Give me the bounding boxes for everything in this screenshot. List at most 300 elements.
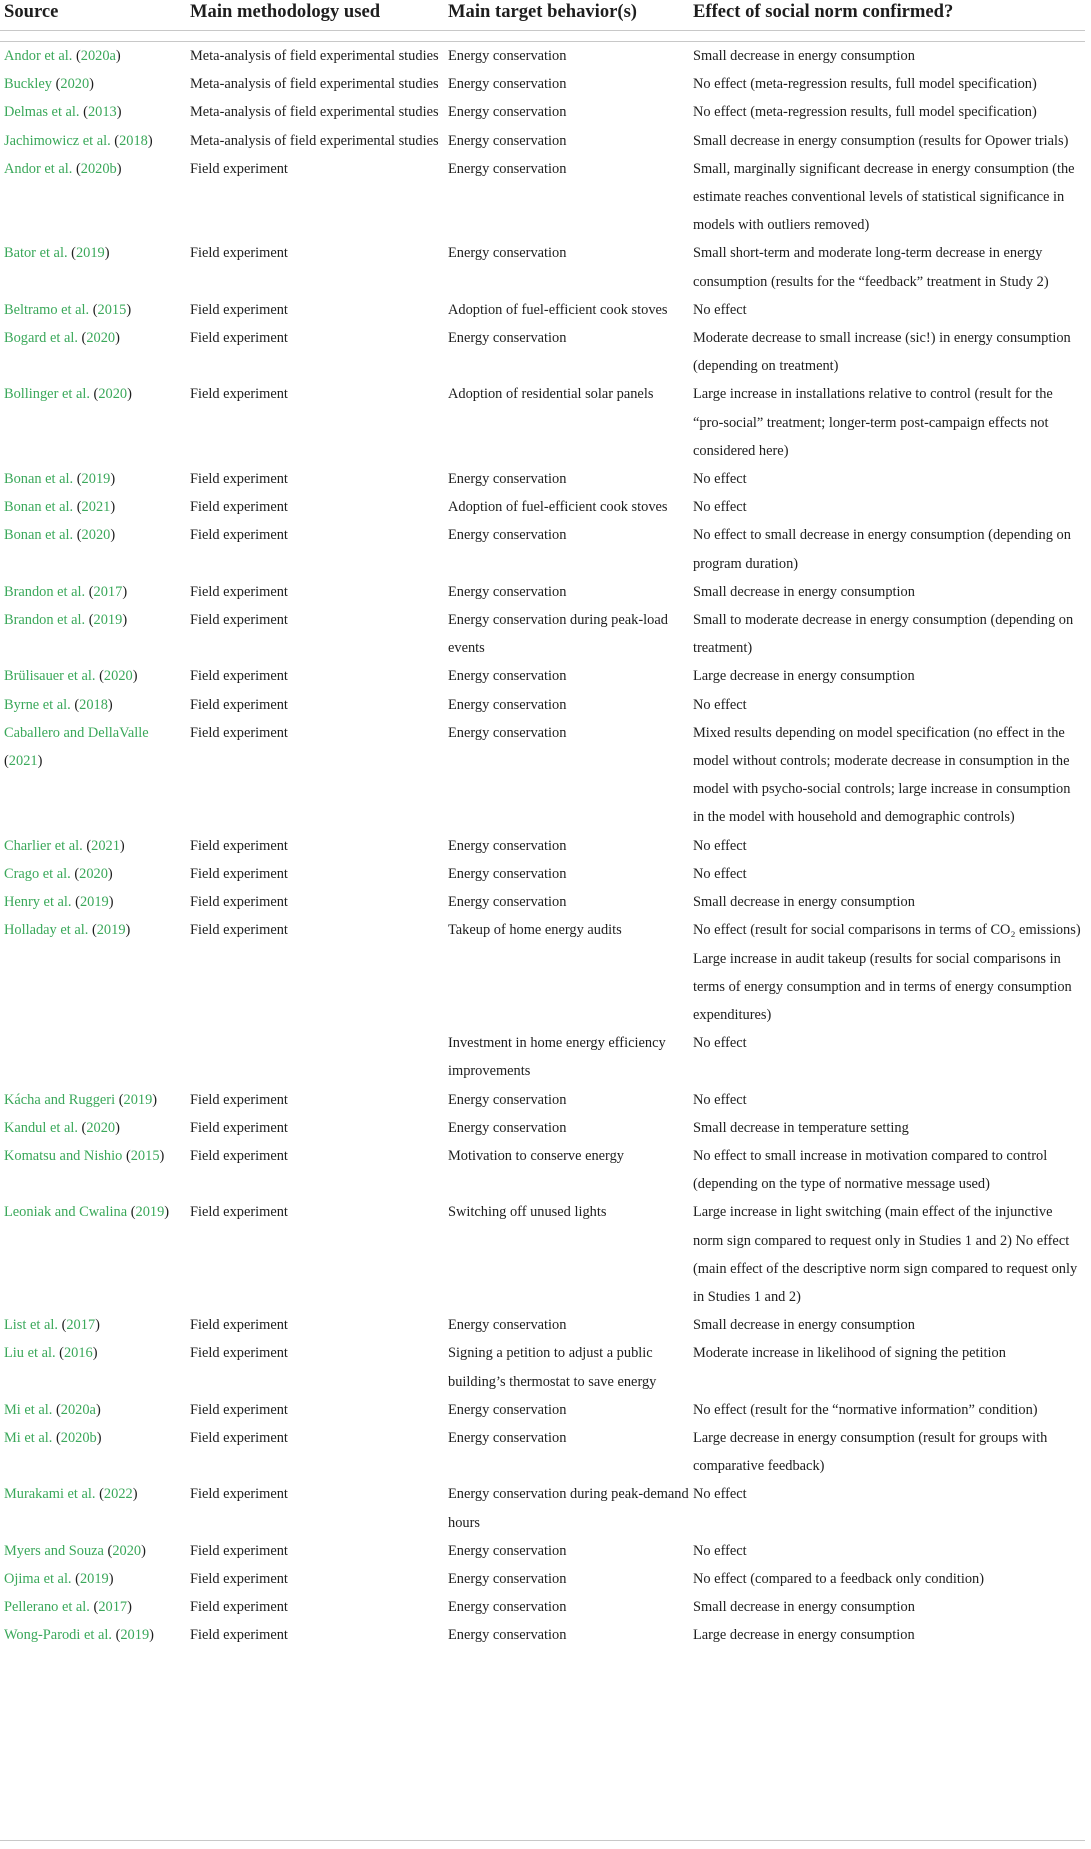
source-year-link[interactable]: 2019	[79, 894, 109, 911]
table-row	[0, 1396, 1085, 1424]
method-cell: Field experiment	[190, 1570, 288, 1587]
effect-cell: No effect	[693, 499, 747, 516]
effect-cell: Small decrease in energy consumption (results for Opower trials)	[693, 132, 1069, 149]
target-cell: Adoption of fuel-efficient cook stoves	[448, 301, 668, 318]
table-row	[0, 380, 1085, 465]
paren-open: (	[76, 471, 82, 488]
target-cell: Energy conservation	[448, 527, 567, 544]
table-row	[0, 916, 1085, 944]
table-row	[0, 70, 1085, 98]
paren-open: (	[118, 1091, 124, 1108]
source-year-link[interactable]: 2020	[79, 865, 108, 882]
paren-close: )	[152, 1091, 158, 1108]
source-year-link[interactable]: 2019	[123, 1091, 153, 1108]
source-cell	[0, 1029, 186, 1085]
source-author-link[interactable]: Pellerano et al.	[4, 1599, 90, 1616]
paren-close: )	[104, 245, 110, 262]
effect-cell: Large decrease in energy consumption	[693, 1627, 915, 1644]
source-cell	[0, 860, 186, 888]
source-cell	[0, 832, 186, 860]
paren-close: )	[96, 1429, 102, 1446]
source-author-link[interactable]: Andor et al.	[4, 48, 73, 64]
method-cell: Field experiment	[190, 894, 288, 911]
source-year-link[interactable]: 2020a	[80, 48, 116, 64]
table-row	[0, 1114, 1085, 1142]
source-author-link[interactable]: Bollinger et al.	[4, 386, 90, 403]
source-year-link[interactable]: 2020b	[80, 160, 117, 177]
table-row	[0, 1339, 1085, 1395]
table-row	[0, 1480, 1085, 1536]
effect-cell: No effect	[693, 1542, 747, 1559]
source-cell	[0, 578, 186, 606]
effect-cell: No effect	[693, 865, 747, 882]
paren-open: (	[75, 48, 81, 64]
effect-cell: No effect (compared to a feedback only condition)	[693, 1570, 985, 1587]
effect-cell: Small decrease in energy consumption	[693, 1599, 915, 1616]
target-cell: Energy conservation	[448, 245, 567, 262]
source-author-link[interactable]: Brandon et al.	[4, 583, 86, 600]
source-author-link[interactable]: Bogard et al.	[4, 330, 78, 347]
table-row	[0, 493, 1085, 521]
paren-close: )	[127, 386, 132, 403]
source-year-link[interactable]: 2019	[96, 922, 126, 939]
source-year-link[interactable]: 2019	[135, 1204, 165, 1221]
method-cell: Field experiment	[190, 696, 288, 713]
source-year-link[interactable]: 2016	[63, 1345, 93, 1362]
target-cell: Energy conservation	[448, 837, 567, 854]
paren-close: )	[115, 48, 121, 64]
source-cell	[0, 1480, 186, 1536]
paren-close: )	[159, 1147, 165, 1164]
table-row	[0, 1593, 1085, 1621]
paren-open: (	[61, 1317, 67, 1334]
method-cell: Field experiment	[190, 1119, 288, 1136]
source-cell	[0, 1086, 186, 1114]
effect-cell: No effect to small increase in motivation compared to control (depending on the type of normative message used)	[693, 1147, 1048, 1193]
paren-open: (	[83, 104, 88, 121]
table-row	[0, 578, 1085, 606]
method-cell: Field experiment	[190, 1627, 288, 1644]
source-author-link[interactable]: Brülisauer et al.	[4, 668, 96, 685]
source-author-link[interactable]: Myers and Souza	[4, 1542, 104, 1559]
source-cell	[0, 1565, 186, 1593]
paren-close: )	[149, 1627, 154, 1644]
paren-open: (	[91, 922, 97, 939]
effect-cell: Moderate decrease to small increase (sic!) in energy consumption (depending on treatment)	[693, 330, 1071, 375]
table-row	[0, 719, 1085, 832]
source-author-link[interactable]: Kandul et al.	[4, 1119, 78, 1136]
source-cell	[0, 1142, 186, 1198]
method-cell: Field experiment	[190, 612, 288, 629]
source-year-link[interactable]: 2013	[87, 104, 117, 121]
table-row	[0, 465, 1085, 493]
method-cell: Field experiment	[190, 724, 288, 741]
source-cell	[0, 1424, 186, 1480]
source-cell	[0, 324, 186, 380]
table-row	[0, 691, 1085, 719]
source-year-link[interactable]: 2018	[119, 132, 148, 149]
paren-open: (	[114, 132, 120, 149]
paren-close: )	[95, 1401, 101, 1418]
paren-open: (	[93, 386, 99, 403]
target-cell: Investment in home energy efficiency improvements	[448, 1035, 666, 1080]
paren-open: (	[99, 1486, 104, 1503]
target-cell: Energy conservation	[448, 696, 567, 713]
method-cell: Field experiment	[190, 837, 288, 854]
target-cell: Energy conservation	[448, 724, 567, 741]
table-row	[0, 1537, 1085, 1565]
effect-cell: No effect to small decrease in energy consumption (depending on program duration)	[693, 527, 1071, 572]
source-author-link[interactable]: Beltramo et al.	[4, 301, 90, 318]
method-cell: Field experiment	[190, 1429, 288, 1446]
source-year-link[interactable]: 2020	[103, 668, 133, 685]
table-row	[0, 1565, 1085, 1593]
paren-close: )	[110, 499, 116, 516]
source-year-link[interactable]: 2019	[93, 612, 123, 629]
target-cell: Energy conservation	[448, 1627, 567, 1644]
paren-open: (	[75, 1570, 80, 1587]
table-row	[0, 832, 1085, 860]
paren-close: )	[116, 104, 122, 121]
paren-open: (	[75, 160, 81, 177]
method-cell: Field experiment	[190, 245, 288, 262]
source-cell	[0, 98, 186, 126]
table-row	[0, 155, 1085, 240]
source-year-link[interactable]: 2020b	[60, 1429, 97, 1446]
source-author-link[interactable]: Bonan et al.	[4, 471, 74, 488]
source-year-link[interactable]: 2021	[8, 753, 38, 770]
paren-close: )	[127, 1599, 132, 1616]
target-cell: Energy conservation	[448, 1091, 567, 1108]
table-row	[0, 1424, 1085, 1480]
paren-open: (	[99, 668, 104, 685]
paren-open: (	[55, 76, 61, 93]
source-year-link[interactable]: 2019	[75, 245, 105, 262]
paren-open: (	[76, 499, 82, 516]
source-cell	[0, 493, 186, 521]
table-row	[0, 239, 1085, 295]
target-cell: Energy conservation	[448, 160, 567, 177]
target-cell: Energy conservation	[448, 471, 567, 488]
source-author-link[interactable]: Charlier et al.	[4, 837, 83, 854]
paren-close: )	[122, 612, 128, 629]
source-cell	[0, 1311, 186, 1339]
effect-cell: No effect	[693, 696, 747, 713]
method-cell: Field experiment	[190, 668, 288, 685]
method-cell: Field experiment	[190, 583, 288, 600]
paren-open: (	[74, 865, 80, 882]
source-cell	[0, 1621, 186, 1649]
effect-cell: Large increase in light switching (main effect of the injunctive norm sign compared to request only in Studies 1 and 2) No effect (main effect of the descriptive norm sign compared to request only in Studies 1 and 2)	[693, 1204, 1078, 1305]
source-author-link[interactable]: Murakami et al.	[4, 1486, 96, 1503]
effect-cell: No effect (meta-regression results, full model specification)	[693, 76, 1037, 93]
source-year-link[interactable]: 2020	[86, 330, 116, 347]
table-row	[0, 606, 1085, 662]
target-cell: Energy conservation	[448, 1429, 567, 1446]
target-cell: Switching off unused lights	[448, 1204, 607, 1221]
source-year-link[interactable]: 2020	[86, 1119, 116, 1136]
paren-open: (	[81, 330, 87, 347]
source-cell	[0, 719, 186, 832]
effect-cell: Large decrease in energy consumption (result for groups with comparative feedback)	[693, 1429, 1048, 1475]
effect-cell: No effect	[693, 837, 747, 854]
paren-open: (	[74, 696, 80, 713]
method-cell: Field experiment	[190, 1486, 288, 1503]
header-method: Main methodology used	[190, 1, 381, 22]
paren-close: )	[115, 1119, 120, 1136]
method-cell	[186, 945, 444, 1030]
table-row	[0, 1621, 1085, 1649]
effect-cell: Small decrease in temperature setting	[693, 1119, 909, 1136]
source-year-link[interactable]: 2019	[120, 1627, 150, 1644]
header-effect: Effect of social norm confirmed?	[693, 1, 954, 22]
paren-open: (	[55, 1401, 61, 1418]
target-cell: Energy conservation	[448, 865, 567, 882]
target-cell: Energy conservation	[448, 48, 567, 64]
table-row	[0, 1029, 1085, 1085]
method-cell: Field experiment	[190, 471, 288, 488]
paren-open: (	[92, 301, 98, 318]
paren-close: )	[119, 837, 125, 854]
source-author-link[interactable]: Byrne et al.	[4, 696, 71, 713]
source-year-link[interactable]: 2017	[93, 583, 123, 600]
source-author-link[interactable]: Bator et al.	[4, 245, 68, 262]
source-year-link[interactable]: 2020a	[60, 1401, 96, 1418]
source-author-link[interactable]: Komatsu and Nishio	[4, 1147, 123, 1164]
source-year-link[interactable]: 2015	[130, 1147, 160, 1164]
paren-open: (	[4, 753, 9, 770]
paren-close: )	[116, 160, 122, 177]
source-year-link[interactable]: 2020	[60, 76, 90, 93]
paren-close: )	[141, 1542, 146, 1559]
source-year-link[interactable]: 2018	[79, 696, 108, 713]
source-year-link[interactable]: 2021	[81, 499, 111, 516]
target-cell: Energy conservation	[448, 668, 567, 685]
source-cell	[0, 70, 186, 98]
source-cell	[0, 1114, 186, 1142]
source-author-link[interactable]: Caballero and DellaValle	[4, 724, 149, 741]
effect-cell: No effect (meta-regression results, full model specification)	[693, 104, 1037, 121]
source-cell	[0, 1593, 186, 1621]
table-row	[0, 296, 1085, 324]
source-cell	[0, 127, 186, 155]
paren-open: (	[130, 1204, 136, 1221]
source-author-link[interactable]: Andor et al.	[4, 160, 73, 177]
target-cell: Energy conservation	[448, 583, 567, 600]
source-author-link[interactable]: Crago et al.	[4, 865, 71, 882]
table-row	[0, 127, 1085, 155]
target-cell: Energy conservation	[448, 1401, 567, 1418]
paren-open: (	[59, 1345, 64, 1362]
target-cell: Energy conservation	[448, 104, 567, 121]
target-cell: Energy conservation	[448, 330, 567, 347]
paren-open: (	[93, 1599, 99, 1616]
source-cell	[0, 606, 186, 662]
paren-close: )	[107, 865, 113, 882]
target-cell: Energy conservation	[448, 894, 567, 911]
method-cell: Field experiment	[190, 499, 288, 516]
paren-close: )	[110, 527, 116, 544]
source-year-link[interactable]: 2015	[97, 301, 127, 318]
source-author-link[interactable]: Mi et al.	[4, 1429, 53, 1446]
target-cell: Energy conservation	[448, 1317, 567, 1334]
table-row	[0, 1142, 1085, 1198]
paren-open: (	[107, 1542, 113, 1559]
method-cell: Field experiment	[190, 301, 288, 318]
paren-open: (	[86, 837, 92, 854]
method-cell: Field experiment	[190, 527, 288, 544]
source-cell	[0, 945, 186, 1030]
paren-close: )	[89, 76, 94, 93]
effect-cell: No effect	[693, 1035, 747, 1052]
source-author-link[interactable]: Bonan et al.	[4, 499, 74, 516]
target-cell: Adoption of residential solar panels	[448, 386, 654, 403]
source-author-link[interactable]: List et al.	[4, 1317, 58, 1334]
effect-cell: Small to moderate decrease in energy consumption (depending on treatment)	[693, 612, 1074, 657]
source-cell	[0, 662, 186, 690]
target-cell: Energy conservation	[448, 1119, 567, 1136]
paren-open: (	[125, 1147, 131, 1164]
source-author-link[interactable]: Ojima et al.	[4, 1570, 72, 1587]
table-row	[0, 860, 1085, 888]
target-cell: Energy conservation during peak-demand hours	[448, 1486, 689, 1531]
header-row	[0, 0, 1085, 31]
source-cell	[0, 521, 186, 577]
source-year-link[interactable]: 2020	[98, 386, 128, 403]
effect-cell: No effect	[693, 301, 747, 318]
source-author-link[interactable]: Brandon et al.	[4, 612, 86, 629]
source-year-link[interactable]: 2021	[91, 837, 120, 854]
table-row	[0, 662, 1085, 690]
method-cell: Field experiment	[190, 1542, 288, 1559]
effect-cell: Small, marginally significant decrease in energy consumption (the estimate reaches conventional levels of statistical significance in models with outliers removed)	[693, 160, 1075, 234]
paren-open: (	[88, 583, 94, 600]
source-cell	[0, 1339, 186, 1395]
paren-close: )	[92, 1345, 98, 1362]
source-author-link[interactable]: Liu et al.	[4, 1345, 56, 1362]
source-cell	[0, 1198, 186, 1311]
source-author-link[interactable]: Wong-Parodi et al.	[4, 1627, 112, 1644]
method-cell: Field experiment	[190, 1401, 288, 1418]
source-author-link[interactable]: Henry et al.	[4, 894, 72, 911]
paren-open: (	[88, 612, 94, 629]
target-cell: Energy conservation	[448, 1570, 567, 1587]
source-author-link[interactable]: Bonan et al.	[4, 527, 74, 544]
paren-close: )	[132, 1486, 138, 1503]
table-body	[0, 42, 1085, 1650]
method-cell: Field experiment	[190, 1091, 288, 1108]
source-author-link[interactable]: Jachimowicz et al.	[4, 132, 111, 149]
target-cell: Motivation to conserve energy	[448, 1147, 624, 1164]
source-cell	[0, 380, 186, 465]
paren-open: (	[71, 245, 76, 262]
effect-cell: No effect (result for social comparisons in terms of CO₂ emissions)	[693, 922, 1081, 939]
source-cell	[0, 296, 186, 324]
paren-open: (	[75, 894, 80, 911]
target-cell: Energy conservation during peak-load events	[448, 612, 668, 657]
source-author-link[interactable]: Leoniak and Cwalina	[4, 1204, 128, 1221]
paren-open: (	[81, 1119, 87, 1136]
source-author-link[interactable]: Delmas et al.	[4, 104, 80, 121]
paren-close: )	[132, 668, 138, 685]
header-source: Source	[4, 1, 59, 22]
table-bottom-rule	[0, 1840, 1085, 1841]
effect-cell: Small decrease in energy consumption	[693, 894, 915, 911]
source-author-link[interactable]: Holladay et al.	[4, 922, 89, 939]
effect-cell: Small short-term and moderate long-term decrease in energy consumption (results for the “feedback” treatment in Study 2)	[693, 245, 1049, 290]
source-year-link[interactable]: 2017	[66, 1317, 96, 1334]
source-year-link[interactable]: 2020	[81, 527, 111, 544]
source-cell	[0, 1396, 186, 1424]
method-cell: Meta-analysis of field experimental studies	[190, 48, 439, 64]
source-author-link[interactable]: Mi et al.	[4, 1401, 53, 1418]
source-author-link[interactable]: Kácha and Ruggeri	[4, 1091, 116, 1108]
source-year-link[interactable]: 2017	[98, 1599, 128, 1616]
target-cell: Energy conservation	[448, 1542, 567, 1559]
paren-open: (	[76, 527, 82, 544]
target-cell: Energy conservation	[448, 1599, 567, 1616]
paren-close: )	[107, 696, 113, 713]
method-cell: Field experiment	[190, 1204, 288, 1221]
effect-cell: Small decrease in energy consumption	[693, 583, 915, 600]
source-year-link[interactable]: 2019	[79, 1570, 109, 1587]
table-row	[0, 521, 1085, 577]
paren-close: )	[125, 922, 131, 939]
source-cell	[0, 1537, 186, 1565]
table-row	[0, 1086, 1085, 1114]
paren-close: )	[110, 471, 116, 488]
effect-cell: Mixed results depending on model specification (no effect in the model without controls; moderate decrease in consumption in the model with psycho-social controls; large increase in consumption in the model with household and demographic controls)	[693, 724, 1071, 826]
source-cell	[0, 42, 186, 71]
table-row	[0, 1311, 1085, 1339]
paren-open: (	[115, 1627, 121, 1644]
method-cell: Field experiment	[190, 160, 288, 177]
method-cell: Field experiment	[190, 922, 288, 939]
source-cell	[0, 465, 186, 493]
method-cell: Field experiment	[190, 330, 288, 347]
paren-close: )	[122, 583, 128, 600]
table-row	[0, 888, 1085, 916]
source-cell	[0, 691, 186, 719]
source-year-link[interactable]: 2019	[81, 471, 111, 488]
target-cell	[444, 945, 689, 1030]
paren-close: )	[108, 1570, 114, 1587]
effect-cell: No effect (result for the “normative information” condition)	[693, 1401, 1038, 1418]
effect-cell: Small decrease in energy consumption	[693, 1317, 915, 1334]
target-cell: Signing a petition to adjust a public building’s thermostat to save energy	[448, 1345, 657, 1390]
paren-close: )	[95, 1317, 100, 1334]
table-row	[0, 945, 1085, 1030]
source-cell	[0, 888, 186, 916]
source-author-link[interactable]: Buckley	[4, 76, 52, 93]
method-cell: Meta-analysis of field experimental studies	[190, 104, 439, 121]
effect-cell: No effect	[693, 471, 747, 488]
method-cell: Field experiment	[190, 1599, 288, 1616]
method-cell: Field experiment	[190, 386, 288, 403]
target-cell: Energy conservation	[448, 76, 567, 93]
effect-cell: Large decrease in energy consumption	[693, 668, 915, 685]
paren-close: )	[126, 301, 132, 318]
source-cell	[0, 239, 186, 295]
paren-close: )	[115, 330, 120, 347]
method-cell: Field experiment	[190, 865, 288, 882]
method-cell: Field experiment	[190, 1317, 288, 1334]
method-cell: Meta-analysis of field experimental studies	[190, 132, 439, 149]
source-year-link[interactable]: 2020	[112, 1542, 142, 1559]
paren-open: (	[55, 1429, 61, 1446]
effect-cell: No effect	[693, 1486, 747, 1503]
source-year-link[interactable]: 2022	[103, 1486, 133, 1503]
